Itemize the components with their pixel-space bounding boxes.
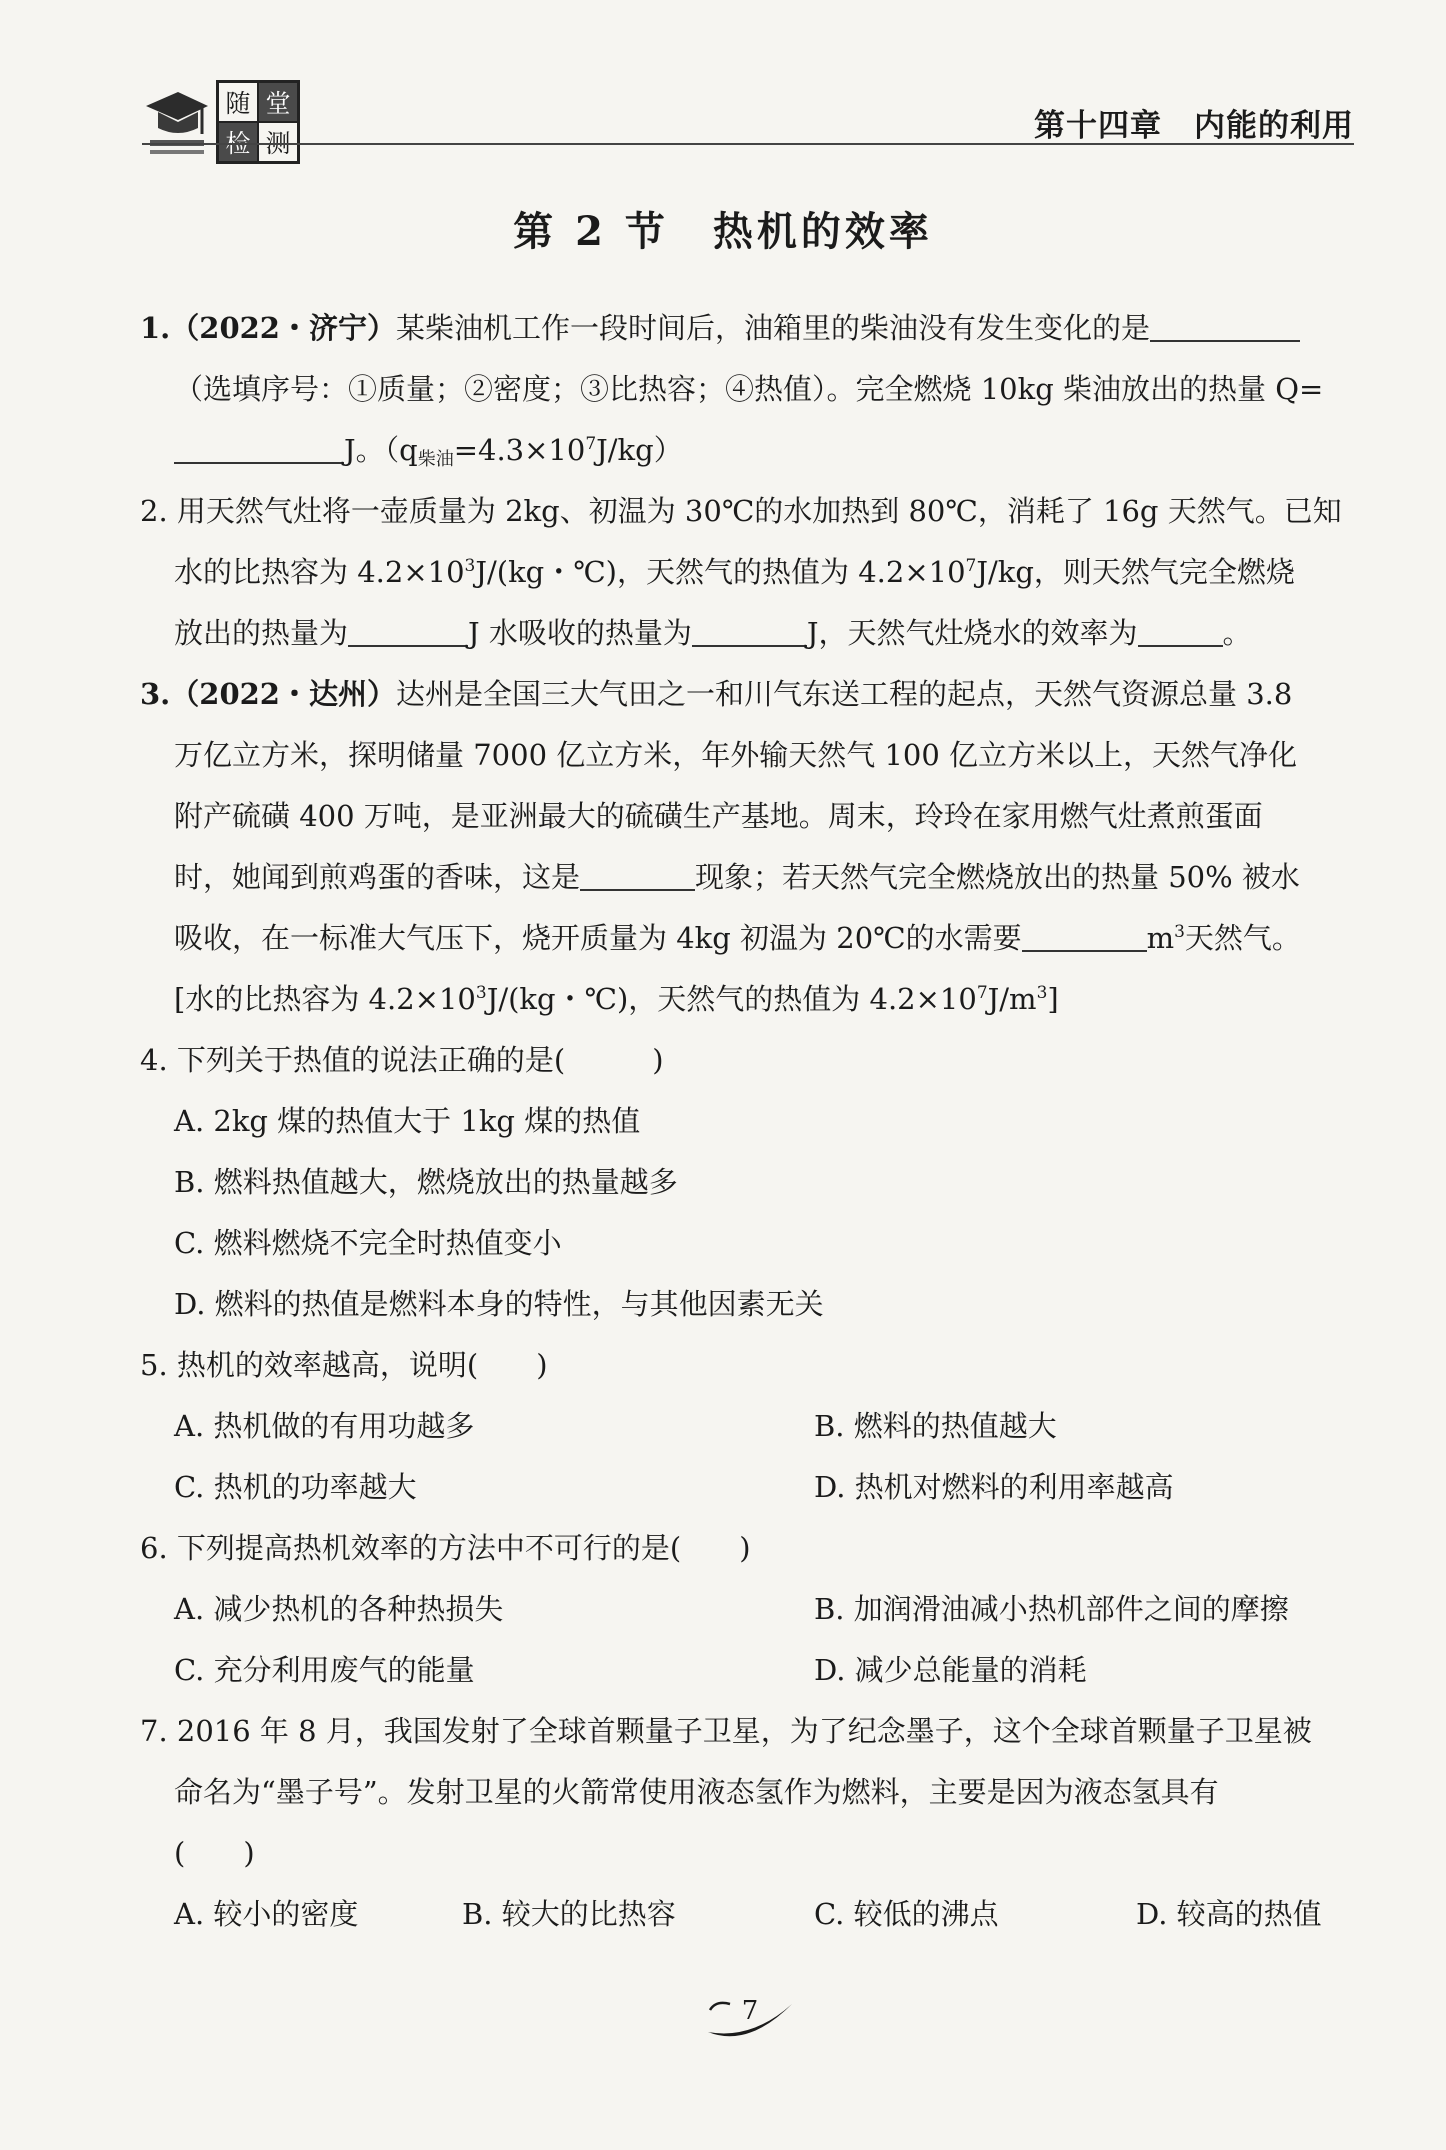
question-1-line-1	[140, 298, 1355, 359]
superscript: 3	[1174, 922, 1185, 942]
question-2-text: J 水吸收的热量为	[468, 616, 692, 650]
question-7-options-row	[140, 1884, 1355, 1945]
question-3-line-3: 附产硫磺 400 万吨，是亚洲最大的硫磺生产基地。周末，玲玲在家用燃气灶煮煎蛋面	[174, 799, 1263, 833]
superscript: 7	[585, 434, 597, 454]
answer-blank[interactable]	[174, 434, 344, 464]
question-6-options-row	[140, 1579, 1355, 1640]
question-7-line-1: 7. 2016 年 8 月，我国发射了全球首颗量子卫星，为了纪念墨子，这个全球首颗量子卫星被	[140, 1714, 1312, 1748]
superscript: 3	[475, 983, 487, 1003]
choice-option[interactable]: D. 热机对燃料的利用率越高	[814, 1470, 1174, 1504]
question-2-text: 放出的热量为	[174, 616, 349, 650]
question-3-text: 吸收，在一标准大气压下，烧开质量为 4kg 初温为 20℃的水需要	[174, 921, 1022, 955]
question-3-text: 现象；若天然气完全燃烧放出的热量 50% 被水	[695, 860, 1300, 894]
question-2-text: J，天然气灶烧水的效率为	[806, 616, 1138, 650]
question-3-line-5	[140, 908, 1355, 969]
question-3-text: m	[1146, 921, 1175, 955]
question-3-text: J/m	[987, 982, 1037, 1016]
question-3-line-2: 万亿立方米，探明储量 7000 亿立方米，年外输天然气 100 亿立方米以上，天然气净化	[174, 738, 1298, 772]
question-1-text: J。（q	[344, 433, 418, 467]
logo-cell: 检	[218, 122, 258, 162]
question-2-line-1: 2. 用天然气灶将一壶质量为 2kg、初温为 30℃的水加热到 80℃，消耗了 16g 天然气。已知	[140, 494, 1342, 528]
logo-cell: 随	[218, 82, 258, 122]
choice-option[interactable]: D. 较高的热值	[1136, 1897, 1322, 1931]
answer-blank[interactable]	[1150, 312, 1300, 342]
question-1-source: 1.（2022・济宁）	[140, 311, 396, 345]
question-5-stem: 5. 热机的效率越高，说明( )	[140, 1348, 548, 1382]
choice-option[interactable]: D. 燃料的热值是燃料本身的特性，与其他因素无关	[174, 1287, 824, 1321]
page-number-text: 7	[741, 1996, 759, 2026]
superscript: 7	[965, 556, 977, 576]
chapter-heading: 第十四章 内能的利用	[1034, 108, 1354, 144]
answer-blank[interactable]	[348, 617, 468, 647]
question-1-text: =4.3×10	[453, 433, 586, 467]
page-number-swoosh-icon	[700, 1996, 800, 2046]
question-1-line-3	[140, 420, 1355, 481]
question-3-source: 3.（2022・达州）	[140, 677, 396, 711]
question-3-text: 时，她闻到煎鸡蛋的香味，这是	[174, 860, 581, 894]
logo-character-grid	[216, 80, 300, 164]
section-title: 第 2 节 热机的效率	[513, 208, 933, 255]
header-divider	[142, 143, 1354, 145]
question-1-line-2: （选填序号：①质量；②密度；③比热容；④热值）。完全燃烧 10kg 柴油放出的热量 Q=	[174, 372, 1324, 406]
choice-option[interactable]: C. 热机的功率越大	[174, 1470, 417, 1504]
question-3-text: J/(kg・℃)，天然气的热值为 4.2×10	[486, 982, 977, 1016]
question-7-line-2: 命名为“墨子号”。发射卫星的火箭常使用液态氢作为燃料，主要是因为液态氢具有	[174, 1775, 1219, 1809]
question-3-line-1	[140, 664, 1355, 725]
choice-option[interactable]: B. 较大的比热容	[462, 1897, 676, 1931]
question-2-text: 。	[1222, 616, 1252, 650]
question-3-line-6	[140, 969, 1355, 1030]
choice-option[interactable]: C. 燃料燃烧不完全时热值变小	[174, 1226, 562, 1260]
superscript: 3	[464, 556, 476, 576]
answer-blank[interactable]	[692, 617, 807, 647]
answer-blank[interactable]	[580, 861, 695, 891]
question-2-text: J/(kg・℃)，天然气的热值为 4.2×10	[475, 555, 966, 589]
logo-cell: 堂	[258, 82, 298, 122]
choice-option[interactable]: A. 2kg 煤的热值大于 1kg 煤的热值	[174, 1104, 641, 1138]
question-1-text: J/kg）	[596, 433, 683, 467]
superscript: 3	[1036, 983, 1048, 1003]
question-list	[140, 298, 1355, 1945]
question-6-stem: 6. 下列提高热机效率的方法中不可行的是( )	[140, 1531, 751, 1565]
page-number	[700, 1996, 800, 2046]
question-4-stem: 4. 下列关于热值的说法正确的是( )	[140, 1043, 664, 1077]
subscript: 柴油	[417, 449, 454, 470]
question-2-line-2	[140, 542, 1355, 603]
choice-option[interactable]: B. 加润滑油减小热机部件之间的摩擦	[814, 1592, 1289, 1626]
question-3-text: ]	[1047, 982, 1059, 1016]
question-2-text: 水的比热容为 4.2×10	[174, 555, 465, 589]
question-1-text: 某柴油机工作一段时间后，油箱里的柴油没有发生变化的是	[396, 311, 1151, 345]
question-5-options-row	[140, 1396, 1355, 1457]
question-3-text: 达州是全国三大气田之一和川气东送工程的起点，天然气资源总量 3.8	[396, 677, 1293, 711]
superscript: 7	[976, 983, 988, 1003]
question-3-text: 天然气。	[1184, 921, 1301, 955]
choice-option[interactable]: A. 减少热机的各种热损失	[174, 1592, 504, 1626]
choice-option[interactable]: B. 燃料热值越大，燃烧放出的热量越多	[174, 1165, 678, 1199]
question-2-line-3	[140, 603, 1355, 664]
choice-option[interactable]: D. 减少总能量的消耗	[814, 1653, 1087, 1687]
answer-blank[interactable]	[1138, 617, 1223, 647]
answer-blank[interactable]	[1022, 922, 1147, 952]
logo-cell: 测	[258, 122, 298, 162]
question-3-line-4	[140, 847, 1355, 908]
textbook-logo	[142, 80, 302, 162]
question-5-options-row	[140, 1457, 1355, 1518]
choice-option[interactable]: A. 热机做的有用功越多	[174, 1409, 475, 1443]
question-3-text: [水的比热容为 4.2×10	[174, 982, 476, 1016]
choice-option[interactable]: C. 充分利用废气的能量	[174, 1653, 475, 1687]
question-7-line-3: ( )	[174, 1836, 255, 1870]
choice-option[interactable]: B. 燃料的热值越大	[814, 1409, 1057, 1443]
question-6-options-row	[140, 1640, 1355, 1701]
choice-option[interactable]: C. 较低的沸点	[814, 1897, 999, 1931]
question-2-text: J/kg，则天然气完全燃烧	[976, 555, 1295, 589]
graduation-cap-icon	[142, 84, 212, 158]
choice-option[interactable]: A. 较小的密度	[174, 1897, 359, 1931]
